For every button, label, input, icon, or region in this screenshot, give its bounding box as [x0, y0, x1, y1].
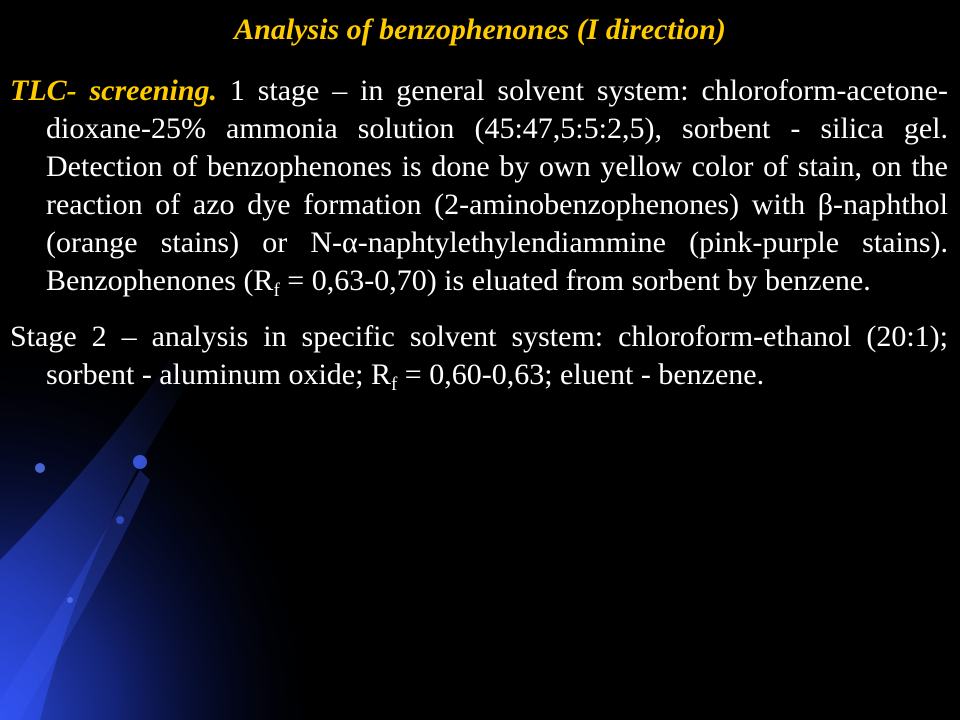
paragraph2-text-1: Stage 2 – analysis in specific solvent system: chloroform-ethanol (20:1); sorbent - aluminum oxide; R: [10, 320, 948, 391]
paragraph1-text-1: 1 stage – in general solvent system: chloroform-acetone-dioxane-25% ammonia solution (45:47,5:5:2,5), sorbent - silica gel. Detection of benzophenones is done by own yellow color of stain, on the reaction of azo dye formation (2-aminobenzophenones) with: [46, 74, 948, 221]
rf-subscript-2: f: [390, 374, 398, 395]
paragraph1-text-2: -naphthol (orange stains) or N-: [46, 188, 948, 259]
dot-4: [67, 597, 73, 603]
paragraph2-text-2: = 0,60-0,63; eluent - benzene.: [397, 358, 765, 391]
beta-symbol: β: [817, 188, 834, 221]
dot-2: [133, 455, 147, 469]
slide-title: Analysis of benzophenones (I direction): [234, 13, 726, 46]
alpha-symbol: α: [341, 226, 358, 259]
paragraph-stage-2: [10, 318, 948, 394]
tlc-screening-label: TLC- screening.: [10, 74, 218, 107]
paragraph1-text-3: -naphtylethylendiammine (pink-purple stains). Benzophenones (R: [46, 226, 948, 297]
paragraph1-text-4: = 0,63-0,70) is eluated from sorbent by benzene.: [279, 264, 871, 297]
slide-content: [10, 72, 948, 394]
paragraph-tlc-stage-1: [10, 72, 948, 300]
dot-1: [35, 463, 45, 473]
rf-subscript: f: [273, 280, 280, 301]
dot-3: [116, 516, 124, 524]
